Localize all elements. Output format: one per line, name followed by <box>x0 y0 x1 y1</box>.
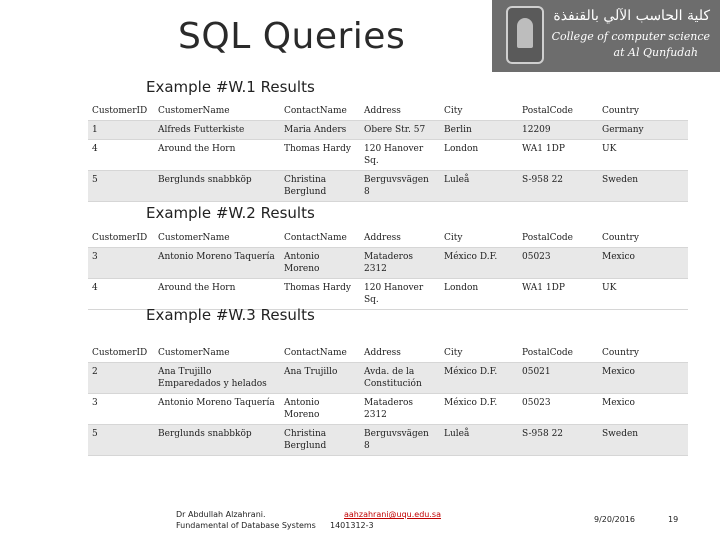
col-header: City <box>440 344 518 363</box>
col-header: Country <box>598 229 688 248</box>
col-header: Address <box>360 229 440 248</box>
col-header: CustomerName <box>154 229 280 248</box>
table-row <box>88 171 688 202</box>
cell: Around the Horn <box>154 279 280 310</box>
section-heading-w3: Example #W.3 Results <box>146 306 315 324</box>
cell: 1 <box>88 121 154 140</box>
results-table-w2 <box>88 229 688 310</box>
col-header: PostalCode <box>518 344 598 363</box>
cell: Berglunds snabbköp <box>154 171 280 202</box>
results-table-w1 <box>88 102 688 202</box>
table-header-row <box>88 229 688 248</box>
cell: Sweden <box>598 171 688 202</box>
footer-email-link[interactable]: aahzahrani@uqu.edu.sa <box>344 510 441 519</box>
cell: México D.F. <box>440 248 518 279</box>
university-emblem-icon <box>506 6 544 64</box>
cell: Thomas Hardy <box>280 279 360 310</box>
col-header: Address <box>360 102 440 121</box>
table-header-row <box>88 102 688 121</box>
cell: 2 <box>88 363 154 394</box>
cell: 3 <box>88 248 154 279</box>
table-row <box>88 394 688 425</box>
section-heading-w2: Example #W.2 Results <box>146 204 315 222</box>
col-header: PostalCode <box>518 229 598 248</box>
cell: Mexico <box>598 394 688 425</box>
cell: Sweden <box>598 425 688 456</box>
cell: 4 <box>88 279 154 310</box>
cell: 05021 <box>518 363 598 394</box>
col-header: CustomerID <box>88 229 154 248</box>
cell: Antonio Moreno Taquería <box>154 248 280 279</box>
col-header: ContactName <box>280 229 360 248</box>
col-header: CustomerName <box>154 102 280 121</box>
col-header: Country <box>598 344 688 363</box>
cell: Ana Trujillo Emparedados y helados <box>154 363 280 394</box>
cell: London <box>440 140 518 171</box>
cell: Berguvsvägen 8 <box>360 171 440 202</box>
cell: 4 <box>88 140 154 171</box>
cell: Mataderos 2312 <box>360 394 440 425</box>
cell: 5 <box>88 425 154 456</box>
cell: S-958 22 <box>518 425 598 456</box>
cell: Berlin <box>440 121 518 140</box>
cell: Maria Anders <box>280 121 360 140</box>
logo-english-line-1: College of computer science <box>551 30 710 43</box>
cell: S-958 22 <box>518 171 598 202</box>
table-row <box>88 279 688 310</box>
cell: London <box>440 279 518 310</box>
results-table-w3 <box>88 344 688 456</box>
cell: Luleå <box>440 171 518 202</box>
college-logo <box>492 0 720 72</box>
col-header: CustomerID <box>88 344 154 363</box>
col-header: Address <box>360 344 440 363</box>
cell: 12209 <box>518 121 598 140</box>
table-row <box>88 363 688 394</box>
cell: WA1 1DP <box>518 279 598 310</box>
table-header-row <box>88 344 688 363</box>
cell: UK <box>598 279 688 310</box>
slide-title: SQL Queries <box>178 16 406 57</box>
cell: Antonio Moreno Taquería <box>154 394 280 425</box>
col-header: CustomerID <box>88 102 154 121</box>
cell: UK <box>598 140 688 171</box>
cell: Around the Horn <box>154 140 280 171</box>
cell: México D.F. <box>440 363 518 394</box>
table-row <box>88 140 688 171</box>
cell: Christina Berglund <box>280 425 360 456</box>
col-header: City <box>440 102 518 121</box>
footer-course: Fundamental of Database Systems <box>176 521 316 530</box>
cell: Mataderos 2312 <box>360 248 440 279</box>
logo-english-line-2: at Al Qunfudah <box>613 46 698 59</box>
footer-course-code: 1401312-3 <box>330 521 374 530</box>
table-row <box>88 425 688 456</box>
footer-author: Dr Abdullah Alzahrani. <box>176 510 266 519</box>
cell: 05023 <box>518 394 598 425</box>
cell: Christina Berglund <box>280 171 360 202</box>
col-header: ContactName <box>280 344 360 363</box>
cell: 05023 <box>518 248 598 279</box>
cell: Antonio Moreno <box>280 248 360 279</box>
cell: WA1 1DP <box>518 140 598 171</box>
table-row <box>88 248 688 279</box>
cell: Ana Trujillo <box>280 363 360 394</box>
cell: Berguvsvägen 8 <box>360 425 440 456</box>
table-row <box>88 121 688 140</box>
cell: Obere Str. 57 <box>360 121 440 140</box>
cell: Mexico <box>598 363 688 394</box>
cell: 120 Hanover Sq. <box>360 140 440 171</box>
logo-arabic-text: كلية الحاسب الآلي بالقنفذة <box>553 8 710 24</box>
section-heading-w1: Example #W.1 Results <box>146 78 315 96</box>
cell: Mexico <box>598 248 688 279</box>
cell: 5 <box>88 171 154 202</box>
footer-date: 9/20/2016 <box>594 515 636 524</box>
cell: México D.F. <box>440 394 518 425</box>
col-header: ContactName <box>280 102 360 121</box>
cell: Antonio Moreno <box>280 394 360 425</box>
col-header: CustomerName <box>154 344 280 363</box>
page-number: 19 <box>668 515 679 524</box>
cell: Luleå <box>440 425 518 456</box>
cell: Avda. de la Constitución <box>360 363 440 394</box>
cell: Berglunds snabbköp <box>154 425 280 456</box>
cell: Alfreds Futterkiste <box>154 121 280 140</box>
cell: Germany <box>598 121 688 140</box>
cell: 120 Hanover Sq. <box>360 279 440 310</box>
cell: Thomas Hardy <box>280 140 360 171</box>
cell: 3 <box>88 394 154 425</box>
col-header: PostalCode <box>518 102 598 121</box>
col-header: City <box>440 229 518 248</box>
col-header: Country <box>598 102 688 121</box>
